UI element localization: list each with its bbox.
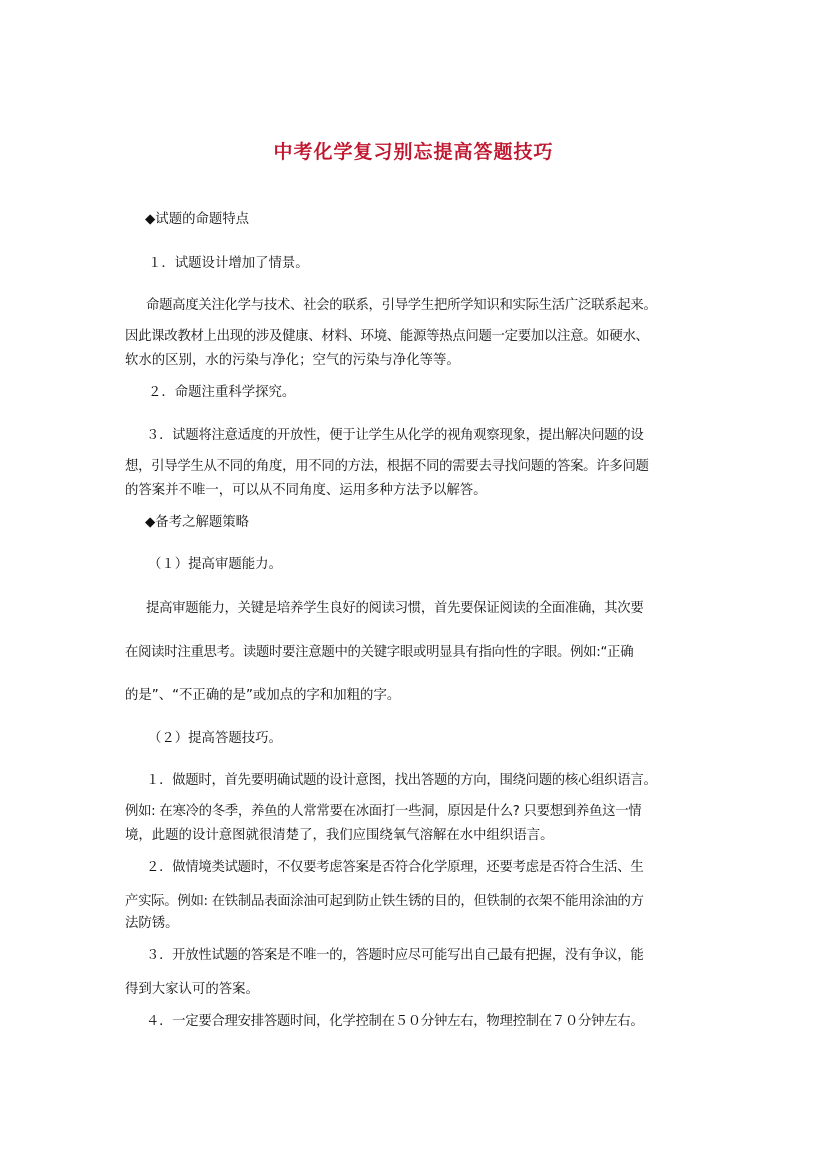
paragraph-line: 想，引导学生从不同的角度，用不同的方法，根据不同的需要去寻找问题的答案。许多问题	[125, 459, 649, 474]
document-title: 中考化学复习别忘提高答题技巧	[273, 141, 554, 163]
paragraph-line: 境，此题的设计意图就很清楚了，我们应围绕氧气溶解在水中组织语言。	[125, 828, 554, 843]
paragraph-line: １．做题时，首先要明确试题的设计意图，找出答题的方向，围绕问题的核心组织语言。	[146, 773, 657, 788]
paragraph-line: 提高审题能力，关键是培养学生良好的阅读习惯，首先要保证阅读的全面准确，其次要	[146, 601, 644, 616]
paragraph-line: ２．做情境类试题时，不仅要考虑答案是否符合化学原理，还要考虑是否符合生活、生	[146, 860, 644, 875]
paragraph-line: 得到大家认可的答案。	[125, 982, 259, 997]
section-heading-exam-features: ◆试题的命题特点	[145, 212, 250, 227]
paragraph-line: （１）提高审题能力。	[148, 557, 282, 572]
paragraph-line: ２．命题注重科学探究。	[148, 385, 296, 400]
paragraph-line: 在阅读时注重思考。读题时要注意题中的关键字眼或明显具有指向性的字眼。例如:“正确	[125, 645, 634, 660]
paragraph-line: 的答案并不唯一，可以从不同角度、运用多种方法予以解答。	[125, 483, 487, 498]
paragraph-line: １．试题设计增加了情景。	[148, 256, 309, 271]
paragraph-line: ３．试题将注意适度的开放性，便于让学生从化学的视角观察现象，提出解决问题的设	[146, 428, 644, 443]
paragraph-line: ４．一定要合理安排答题时间，化学控制在５０分钟左右，物理控制在７０分钟左右。	[146, 1014, 644, 1029]
paragraph-line: 因此课改教材上出现的涉及健康、材料、环境、能源等热点问题一定要加以注意。如硬水、	[125, 329, 649, 344]
paragraph-line: （２）提高答题技巧。	[148, 731, 282, 746]
paragraph-line: 产实际。例如: 在铁制品表面涂油可起到防止铁生锈的目的，但铁制的衣架不能用涂油的方	[125, 894, 644, 909]
paragraph-line: 的是”、“不正确的是”或加点的字和加粗的字。	[125, 688, 401, 703]
section-heading-strategy: ◆备考之解题策略	[145, 515, 250, 530]
paragraph-line: 法防锈。	[125, 916, 179, 931]
paragraph-line: 命题高度关注化学与技术、社会的联系，引导学生把所学知识和实际生活广泛联系起来。	[146, 298, 657, 313]
paragraph-line: 软水的区别，水的污染与净化；空气的污染与净化等等。	[125, 353, 460, 368]
paragraph-line: 例如: 在寒冷的冬季，养鱼的人常常要在冰面打一些洞，原因是什么? 只要想到养鱼这一情	[125, 804, 642, 819]
paragraph-line: ３．开放性试题的答案是不唯一的，答题时应尽可能写出自己最有把握，没有争议，能	[146, 948, 644, 963]
